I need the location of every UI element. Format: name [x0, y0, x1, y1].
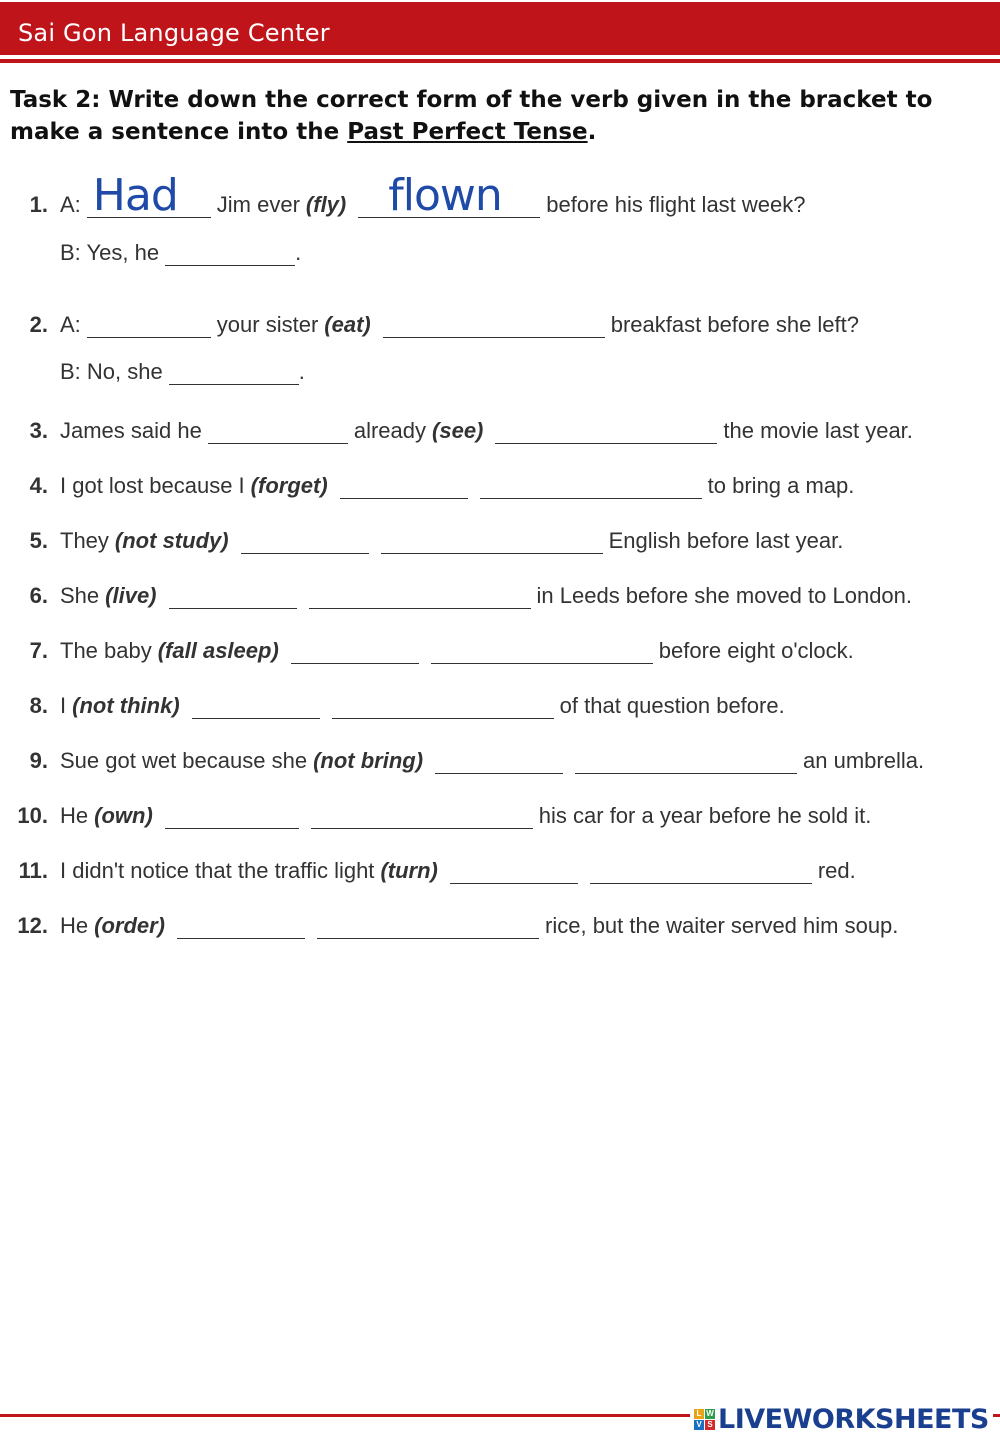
item-text: They [60, 528, 109, 553]
answer-blank[interactable] [169, 588, 297, 609]
answer-blank[interactable] [165, 245, 295, 266]
item-text: I [60, 693, 67, 718]
item-text: James said he [60, 418, 202, 443]
answer-blank[interactable] [317, 918, 539, 939]
answer-blank[interactable] [87, 170, 211, 221]
logo-text: LIVEWORKSHEETS [718, 1403, 989, 1435]
logo-grid-icon [694, 1409, 715, 1430]
answer-blank[interactable] [311, 808, 533, 829]
answer-blank[interactable] [332, 698, 554, 719]
item-text: He [60, 913, 89, 938]
item-text: before his flight last week? [546, 192, 806, 217]
item-number: 4. [29, 473, 48, 498]
answer-blank[interactable] [87, 317, 211, 338]
item-text: . [298, 359, 305, 384]
item-text: He [60, 803, 89, 828]
item-text: Sue got wet because she [60, 748, 308, 773]
verb-hint: (own) [94, 803, 153, 828]
item-number: 3. [29, 418, 48, 443]
item-text: English before last year. [608, 528, 844, 553]
logo-cell: S [705, 1420, 715, 1430]
logo-cell: L [694, 1409, 704, 1419]
answer-blank[interactable] [340, 478, 468, 499]
answer-blank[interactable] [358, 170, 540, 221]
item-number: 1. [29, 192, 48, 217]
item-number: 5. [29, 528, 48, 553]
item-number: 8. [29, 693, 48, 718]
answer-blank[interactable] [241, 533, 369, 554]
item-text: Jim ever [216, 192, 300, 217]
item-text: A: [60, 312, 81, 337]
item-text: I got lost because I [60, 473, 245, 498]
verb-hint: (not study) [114, 528, 229, 553]
answer-blank[interactable] [383, 317, 605, 338]
item-number: 9. [29, 748, 48, 773]
item-text: The baby [60, 638, 152, 663]
item-text: an umbrella. [803, 748, 925, 773]
item-number: 6. [29, 583, 48, 608]
item-text: the movie last year. [723, 418, 913, 443]
answer-blank[interactable] [177, 918, 305, 939]
item-text: red. [817, 858, 856, 883]
item-text: rice, but the waiter served him soup. [545, 913, 899, 938]
answer-blank[interactable] [291, 643, 419, 664]
item-text: your sister [216, 312, 319, 337]
answer-text: flown [388, 170, 502, 221]
header-bar [0, 2, 1000, 55]
task-text: Task 2: Write down the correct form of the verb given in the bracket to make a sentence into the [10, 87, 933, 145]
answer-blank[interactable] [495, 423, 717, 444]
verb-hint: (fly) [305, 192, 347, 217]
item-text: A: [60, 192, 81, 217]
answer-blank[interactable] [169, 364, 299, 385]
item-text: before eight o'clock. [658, 638, 854, 663]
task-period: . [587, 119, 597, 145]
answer-blank[interactable] [590, 863, 812, 884]
item-text: of that question before. [559, 693, 785, 718]
item-text: . [295, 240, 302, 265]
answer-blank[interactable] [208, 423, 348, 444]
verb-hint: (not bring) [313, 748, 424, 773]
verb-hint: (see) [432, 418, 484, 443]
item-text: I didn't notice that the traffic light [60, 858, 375, 883]
header-divider [0, 59, 1000, 63]
item-text: already [353, 418, 427, 443]
answer-blank[interactable] [450, 863, 578, 884]
item-text: breakfast before she left? [610, 312, 859, 337]
item-text: to bring a map. [707, 473, 855, 498]
verb-hint: (live) [105, 583, 157, 608]
verb-hint: (forget) [250, 473, 328, 498]
item-number: 10. [17, 803, 48, 828]
answer-blank[interactable] [309, 588, 531, 609]
item-text: B: No, she [60, 359, 163, 384]
liveworksheets-logo[interactable] [690, 1404, 993, 1434]
answer-text: Had [92, 170, 178, 221]
verb-hint: (eat) [324, 312, 371, 337]
item-number: 11. [18, 858, 48, 883]
task-instructions [10, 84, 970, 148]
answer-blank[interactable] [192, 698, 320, 719]
verb-hint: (order) [94, 913, 166, 938]
verb-hint: (not think) [72, 693, 180, 718]
item-text: She [60, 583, 100, 608]
logo-cell: V [694, 1420, 704, 1430]
item-number: 2. [29, 312, 48, 337]
header-title: Sai Gon Language Center [18, 19, 330, 47]
answer-blank[interactable] [575, 753, 797, 774]
answer-blank[interactable] [480, 478, 702, 499]
answer-blank[interactable] [431, 643, 653, 664]
answer-blank[interactable] [165, 808, 299, 829]
answer-blank[interactable] [435, 753, 563, 774]
logo-cell: W [706, 1408, 714, 1418]
task-tense: Past Perfect Tense [347, 119, 588, 145]
item-number: 7. [29, 638, 48, 663]
verb-hint: (turn) [380, 858, 438, 883]
item-text: in Leeds before she moved to London. [536, 583, 913, 608]
answer-blank[interactable] [381, 533, 603, 554]
item-number: 12. [17, 913, 48, 938]
item-text: B: Yes, he [60, 240, 160, 265]
verb-hint: (fall asleep) [157, 638, 279, 663]
item-text: his car for a year before he sold it. [538, 803, 872, 828]
